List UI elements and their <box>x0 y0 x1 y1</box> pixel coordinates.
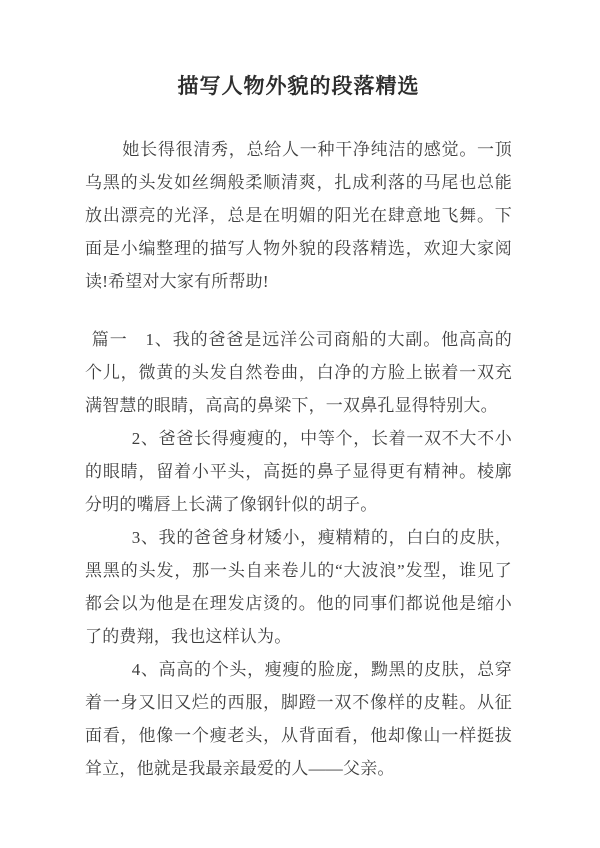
document-body <box>85 133 512 785</box>
body-paragraph-4: 4、高高的个头，瘦瘦的脸庞，黝黑的皮肤，总穿着一身又旧又烂的西服，脚蹬一双不像样的皮鞋。从征面看，他像一个瘦老头，从背面看，他却像山一样挺拔耸立，他就是我最亲最爱的人——父亲。 <box>85 660 512 778</box>
intro-paragraph: 她长得很清秀，总给人一种干净纯洁的感觉。一顶乌黑的头发如丝绸般柔顺清爽，扎成利落的马尾也总能放出漂亮的光泽，总是在明媚的阳光在肆意地飞舞。下面是小编整理的描写人物外貌的段落精选，欢迎大家阅读!希望对大家有所帮助! <box>85 140 512 291</box>
body-paragraph-3: 3、我的爸爸身材矮小，瘦精精的，白白的皮肤，黑黑的头发，那一头自来卷儿的“大波浪”发型，谁见了都会以为他是在理发店烫的。他的同事们都说他是缩小了的费翔，我也这样认为。 <box>85 528 512 646</box>
page-title: 描写人物外貌的段落精选 <box>177 74 420 98</box>
body-paragraph-2: 2、爸爸长得瘦瘦的，中等个，长着一双不大不小的眼睛，留着小平头，高挺的鼻子显得更有精神。棱廓分明的嘴唇上长满了像钢针似的胡子。 <box>85 429 512 514</box>
body-paragraph-1: 篇一 1、我的爸爸是远洋公司商船的大副。他高高的个儿，微黄的头发自然卷曲，白净的方脸上嵌着一双充满智慧的眼睛，高高的鼻梁下，一双鼻孔显得特别大。 <box>85 330 512 415</box>
